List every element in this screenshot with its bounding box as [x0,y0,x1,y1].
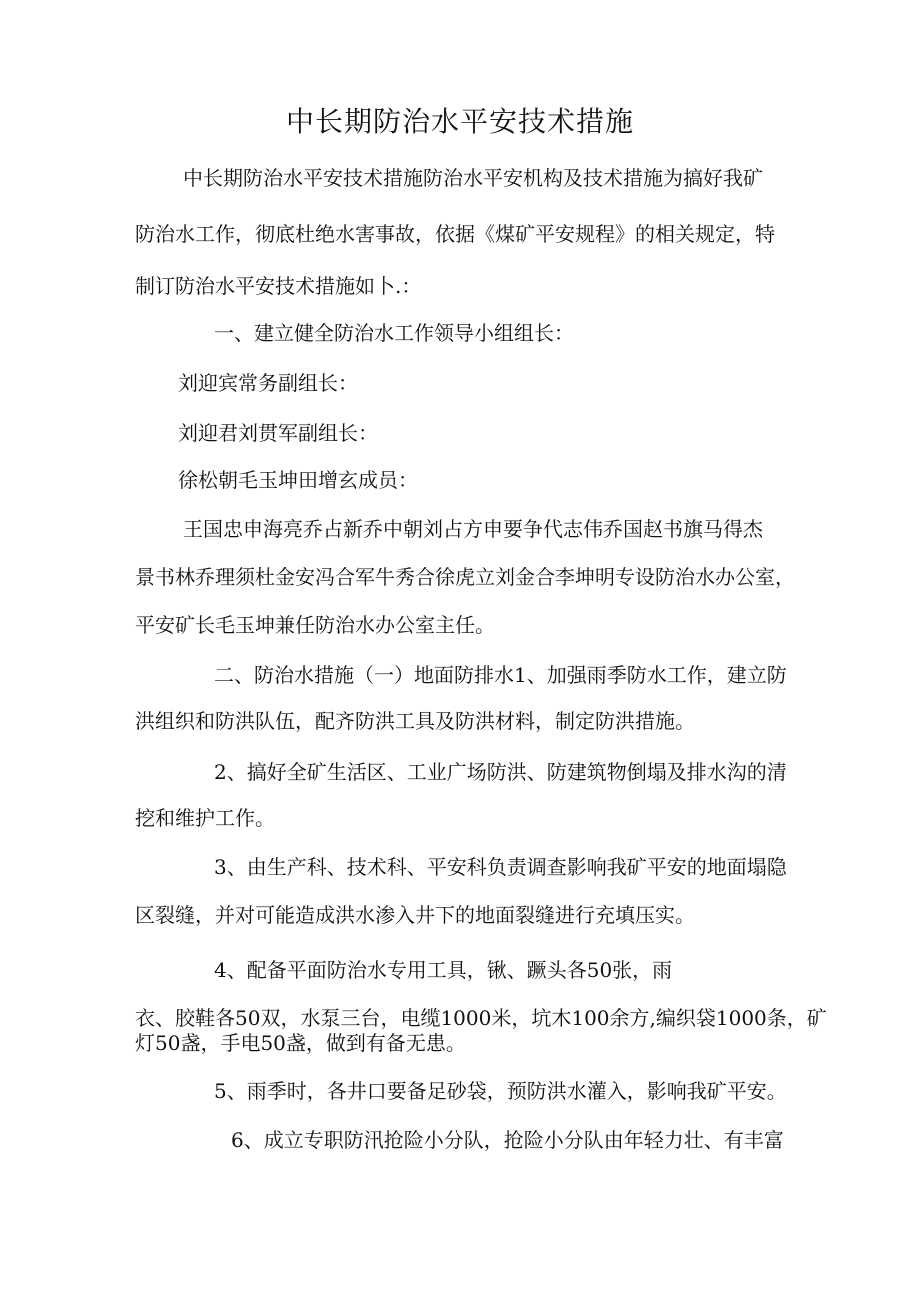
paragraph-line: 区裂缝，并对可能造成洪水渗入井下的地面裂缝进行充填压实。 [135,903,695,927]
paragraph-line: 刘迎宾常务副组长： [178,371,358,395]
paragraph-line: 制订防治水平安技术措施如卜.： [135,274,422,298]
paragraph-line: 洪组织和防洪队伍，配齐防洪工具及防洪材料，制定防洪措施。 [135,709,695,733]
paragraph-line: 挖和维护工作。 [135,806,275,830]
paragraph-line: 4、配备平面防治水专用工具，锹、蹶头各50张，雨 [214,958,673,982]
paragraph-line: 徐松朝毛玉坤田增玄成员： [178,468,418,492]
paragraph-line: 一、建立健全防治水工作领导小组组长： [214,321,574,345]
paragraph-line: 2、搞好全矿生活区、工业广场防洪、防建筑物倒塌及排水沟的清 [214,760,787,784]
paragraph-line: 5、雨季时，各井口要备足砂袋，预防洪水灌入，影响我矿平安。 [214,1079,787,1103]
document-title: 中长期防治水平安技术措施 [285,105,634,138]
paragraph-line: 二、防治水措施（一）地面防排水1、加强雨季防水工作，建立防 [214,663,787,687]
paragraph-line: 王国忠申海亮乔占新乔中朝刘占方申要争代志伟乔国赵书旗马得杰 [183,517,763,541]
paragraph-line: 景书林乔理须杜金安冯合军牛秀合徐虎立刘金合李坤明专设防治水办公室， [135,565,795,589]
paragraph-line: 衣、胶鞋各50双，水泵三台，电缆1000米，坑木100余方,编织袋1000条，矿 [135,1006,827,1030]
paragraph-line: 平安矿长毛玉坤兼任防治水办公室主任。 [135,613,495,637]
paragraph-line: 3、由生产科、技术科、平安科负责调查影响我矿平安的地面塌隐 [214,855,787,879]
paragraph-line: 刘迎君刘贯军副组长： [178,421,378,445]
paragraph-line: 防治水工作，彻底杜绝水害事故，依据《煤矿平安规程》的相关规定，特 [135,222,775,246]
paragraph-line: 灯50盏，手电50盏，做到有备无患。 [135,1031,466,1055]
paragraph-line: 中长期防治水平安技术措施防治水平安机构及技术措施为搞好我矿 [183,166,763,190]
paragraph-line: 6、成立专职防汛抢险小分队，抢险小分队由年轻力壮、有丰富 [231,1128,784,1152]
